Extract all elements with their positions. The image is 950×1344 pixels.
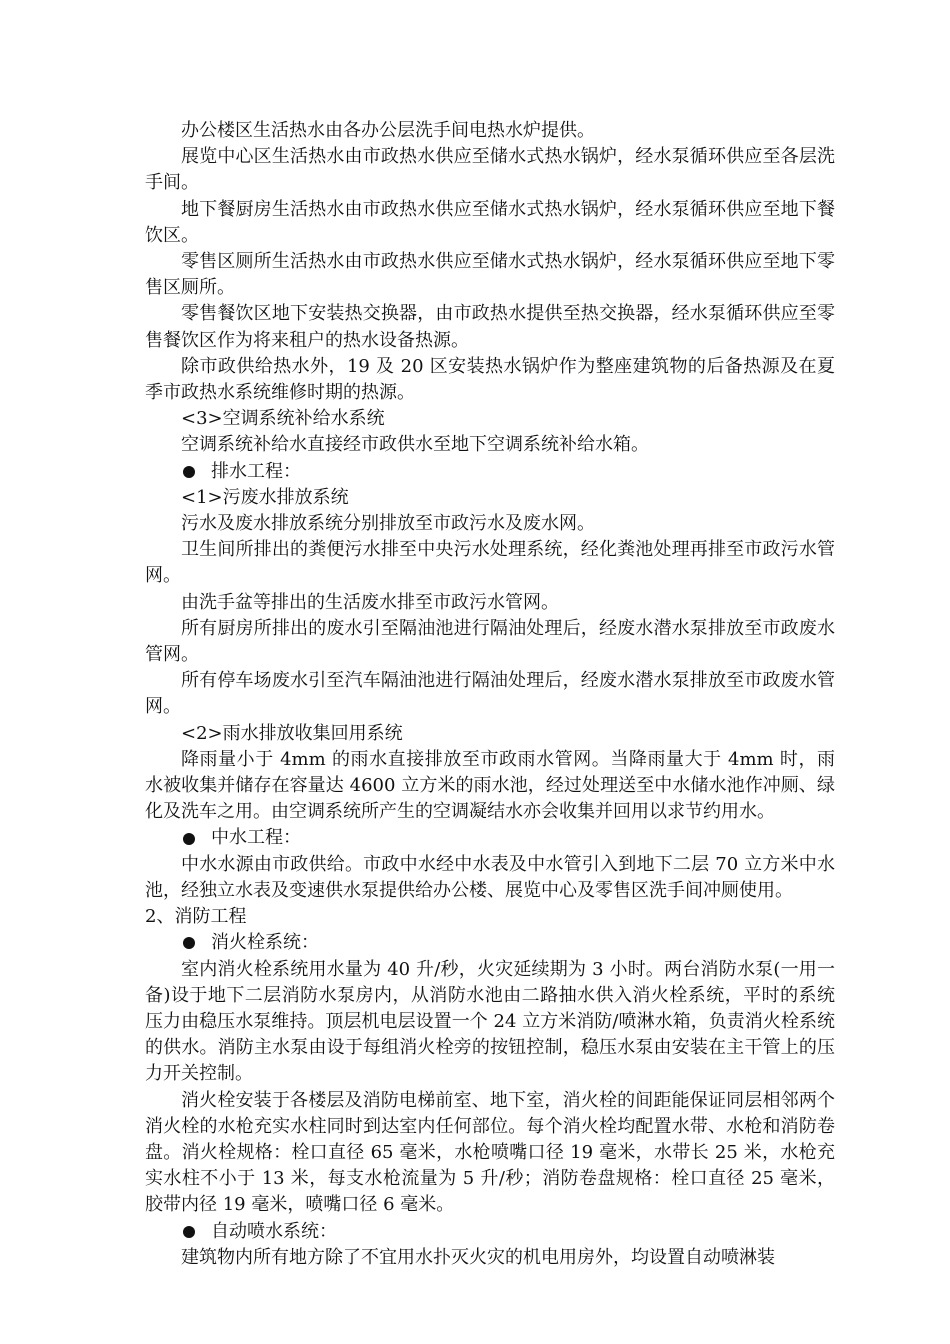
bullet-item xyxy=(145,930,835,956)
paragraph: 所有停车场废水引至汽车隔油池进行隔油处理后，经废水潜水泵排放至市政废水管网。 xyxy=(145,670,835,718)
paragraph: 卫生间所排出的粪便污水排至中央污水处理系统，经化粪池处理再排至市政污水管网。 xyxy=(145,539,835,587)
paragraph: 零售区厕所生活热水由市政热水供应至储水式热水锅炉，经水泵循环供应至地下零售区厕所。 xyxy=(145,251,835,299)
paragraph: 办公楼区生活热水由各办公层洗手间电热水炉提供。 xyxy=(181,120,595,141)
paragraph: 污水及废水排放系统分别排放至市政污水及废水网。 xyxy=(181,513,595,535)
bullet-text: 消火栓系统： xyxy=(211,932,319,954)
paragraph: 中水水源由市政供给。市政中水经中水表及中水管引入到地下二层 70 立方米中水池，经独立水表及变速供水泵提供给办公楼、展览中心及零售区洗手间冲厕使用。 xyxy=(145,853,835,901)
bullet-dot-icon xyxy=(183,466,195,478)
paragraph: 除市政供给热水外，19 及 20 区安装热水锅炉作为整座建筑物的后备热源及在夏季市政热水系统维修时期的热源。 xyxy=(145,355,835,404)
paragraph: <1>污废水排放系统 xyxy=(181,486,349,508)
paragraph: <2>雨水排放收集回用系统 xyxy=(181,722,403,744)
paragraph: 建筑物内所有地方除了不宜用水扑灭火灾的机电用房外，均设置自动喷淋装 xyxy=(181,1246,775,1268)
paragraph: 空调系统补给水直接经市政供水至地下空调系统补给水箱。 xyxy=(181,434,649,456)
bullet-item xyxy=(145,825,835,851)
document-page xyxy=(145,118,835,1271)
bullet-text: 排水工程： xyxy=(211,460,301,482)
bullet-item xyxy=(145,459,835,485)
paragraph: 地下餐厨房生活热水由市政热水供应至储水式热水锅炉，经水泵循环供应至地下餐饮区。 xyxy=(145,198,835,246)
paragraph: 由洗手盆等排出的生活废水排至市政污水管网。 xyxy=(181,591,559,613)
bullet-text: 自动喷水系统： xyxy=(211,1220,337,1242)
bullet-dot-icon xyxy=(183,833,195,845)
bullet-text: 中水工程： xyxy=(211,827,301,849)
paragraph: 所有厨房所排出的废水引至隔油池进行隔油处理后，经废水潜水泵排放至市政废水管网。 xyxy=(145,617,835,666)
paragraph: 降雨量小于 4mm 的雨水直接排放至市政雨水管网。当降雨量大于 4mm 时，雨水被收集并储存在容量达 4600 立方米的雨水池，经过处理送至中水储水池作冲厕、绿化及洗车之用。由空调系统所产生的空调凝结水亦会收集并回用以求节约用水。 xyxy=(145,748,835,823)
bullet-dot-icon xyxy=(183,937,195,949)
paragraph: 消火栓安装于各楼层及消防电梯前室、地下室，消火栓的间距能保证同层相邻两个消火栓的水枪充实水柱同时到达室内任何部位。每个消火栓均配置水带、水枪和消防卷盘。消火栓规格：栓口直径 65 毫米，水枪喷嘴口径 19 毫米，水带长 25 米，水枪充实水柱不小于 13 米，每支水枪流量为 5 升/秒；消防卷盘规格：栓口直径 25 毫米，胶带内径 19 毫米，喷嘴口径 6 毫米。 xyxy=(145,1089,835,1216)
paragraph: <3>空调系统补给水系统 xyxy=(181,408,385,430)
paragraph: 零售餐饮区地下安装热交换器，由市政热水提供至热交换器，经水泵循环供应至零售餐饮区作为将来租户的热水设备热源。 xyxy=(145,303,835,351)
paragraph: 室内消火栓系统用水量为 40 升/秒，火灾延续期为 3 小时。两台消防水泵(一用一备)设于地下二层消防水泵房内，从消防水池由二路抽水供入消火栓系统，平时的系统压力由稳压水泵维持。顶层机电层设置一个 24 立方米消防/喷淋水箱，负责消火栓系统的供水。消防主水泵由设于每组消火栓旁的按钮控制，稳压水泵由安装在主干管上的压力开关控制。 xyxy=(145,958,835,1085)
section-heading: 2、消防工程 xyxy=(145,906,247,928)
paragraph: 展览中心区生活热水由市政热水供应至储水式热水锅炉，经水泵循环供应至各层洗手间。 xyxy=(145,146,835,194)
bullet-item xyxy=(145,1219,835,1245)
bullet-dot-icon xyxy=(183,1226,195,1238)
